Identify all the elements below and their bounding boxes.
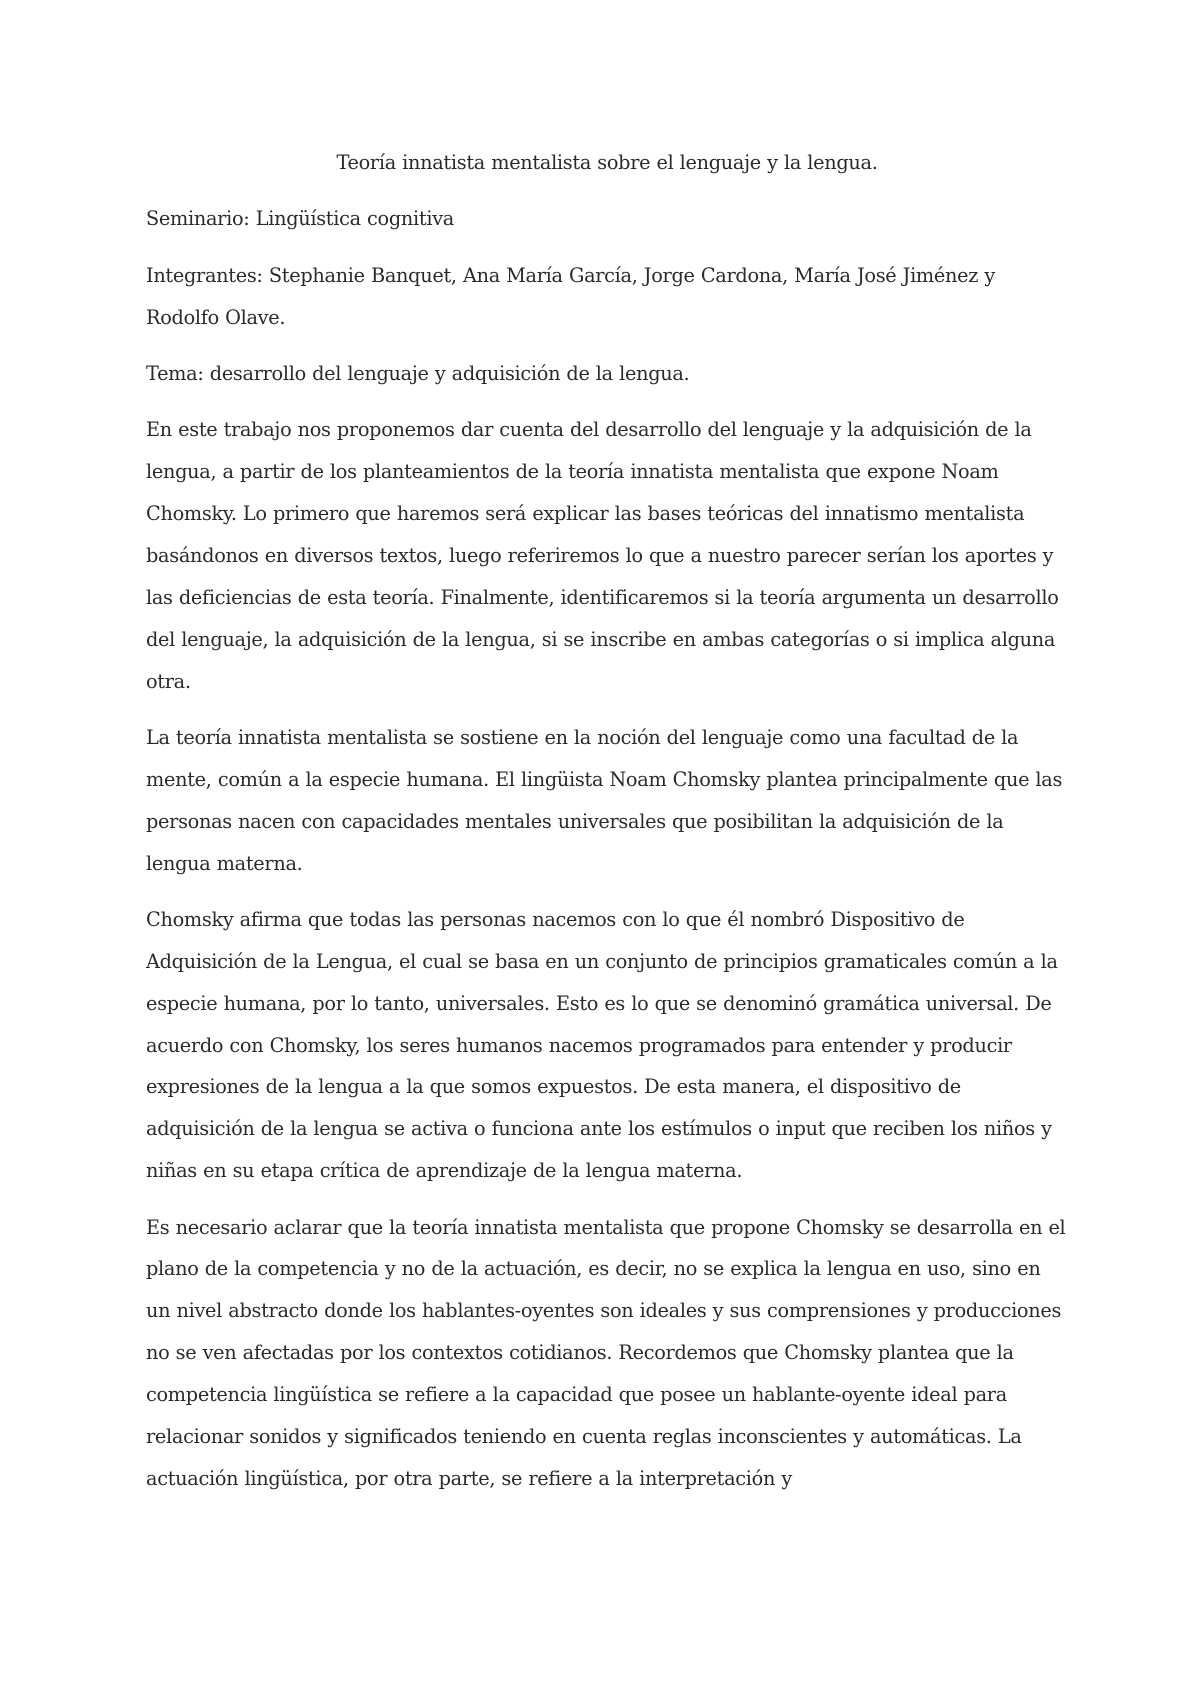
document-body — [146, 142, 1068, 1514]
seminar-line: Seminario: Lingüística cognitiva — [146, 207, 454, 231]
body-paragraph: En este trabajo nos proponemos dar cuenta del desarrollo del lenguaje y la adquisición de la lengua, a partir de los planteamientos de la teoría innatista mentalista que expone Noam Chomsky. Lo primero que haremos será explicar las bases teóricas del innatismo mentalista basándonos en diversos textos, luego referiremos lo que a nuestro parecer serían los aportes y las deficiencias de esta teoría. Finalmente, identificaremos si la teoría argumenta un desarrollo del lenguaje, la adquisición de la lengua, si se inscribe en ambas categorías o si implica alguna otra. — [146, 418, 1059, 693]
document-title: Teoría innatista mentalista sobre el lenguaje y la lengua. — [336, 151, 878, 174]
members-line: Integrantes: Stephanie Banquet, Ana María García, Jorge Cardona, María José Jiménez y Rodolfo Olave. — [146, 263, 995, 329]
body-paragraph: Chomsky afirma que todas las personas nacemos con lo que él nombró Dispositivo de Adquisición de la Lengua, el cual se basa en un conjunto de principios gramaticales común a la especie humana, por lo tanto, universales. Esto es lo que se denominó gramática universal. De acuerdo con Chomsky, los seres humanos nacemos programados para entender y producir expresiones de la lengua a la que somos expuestos. De esta manera, el dispositivo de adquisición de la lengua se activa o funciona ante los estímulos o input que reciben los niños y niñas en su etapa crítica de aprendizaje de la lengua materna. — [146, 907, 1058, 1183]
topic-line: Tema: desarrollo del lenguaje y adquisición de la lengua. — [146, 361, 690, 385]
body-paragraph: Es necesario aclarar que la teoría innatista mentalista que propone Chomsky se desarrolla en el plano de la competencia y no de la actuación, es decir, no se explica la lengua en uso, sino en un nivel abstracto donde los hablantes-oyentes son ideales y sus comprensiones y producciones no se ven afectadas por los contextos cotidianos. Recordemos que Chomsky plantea que la competencia lingüística se refiere a la capacidad que posee un hablante-oyente ideal para relacionar sonidos y significados teniendo en cuenta reglas inconscientes y automáticas. La actuación lingüística, por otra parte, se refiere a la interpretación y — [146, 1215, 1066, 1491]
body-paragraph: La teoría innatista mentalista se sostiene en la noción del lenguaje como una facultad de la mente, común a la especie humana. El lingüista Noam Chomsky plantea principalmente que las personas nacen con capacidades mentales universales que posibilitan la adquisición de la lengua materna. — [146, 725, 1063, 875]
